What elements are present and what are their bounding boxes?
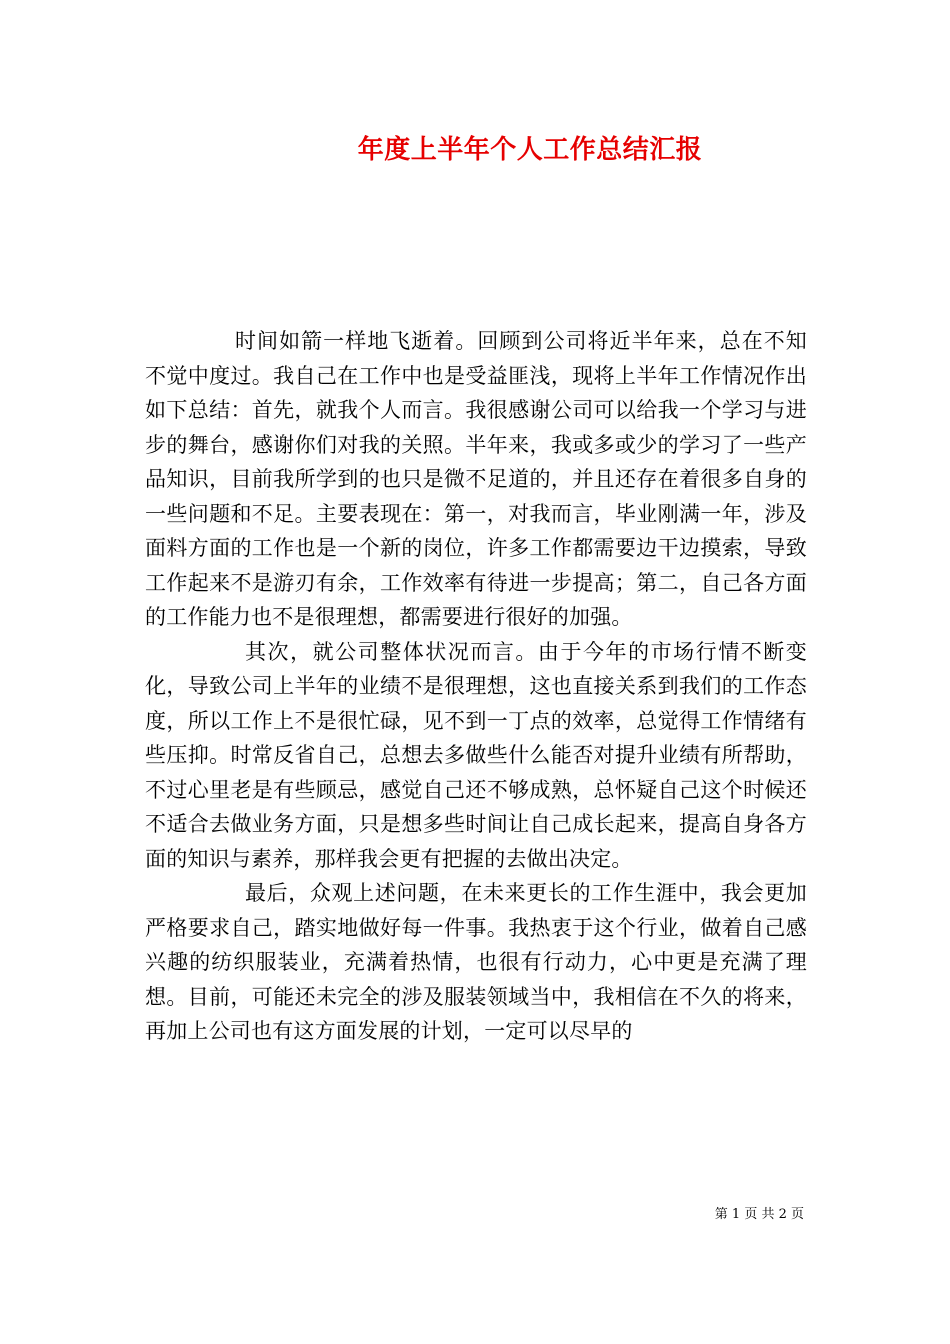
document-title: 年度上半年个人工作总结汇报 (357, 135, 703, 165)
paragraph-1: 时间如箭一样地飞逝着。回顾到公司将近半年来，总在不知不觉中度过。我自己在工作中也是受益匪浅，现将上半年工作情况作出如下总结：首先，就我个人而言。我很感谢公司可以给我一个学习与进步的舞台，感谢你们对我的关照。半年来，我或多或少的学习了一些产品知识，目前我所学到的也只是微不足道的，并且还存在着很多自身的一些问题和不足。主要表现在：第一，对我而言，毕业刚满一年，涉及面料方面的工作也是一个新的岗位，许多工作都需要边干边摸索，导致工作起来不是游刃有余，工作效率有待进一步提高；第二，自己各方面的工作能力也不是很理想，都需要进行很好的加强。 (145, 329, 807, 629)
page-number-footer: 第 1 页 共 2 页 (714, 1207, 804, 1222)
document-body (145, 324, 807, 1049)
paragraph-3: 最后，众观上述问题，在未来更长的工作生涯中，我会更加严格要求自己，踏实地做好每一件事。我热衷于这个行业，做着自己感兴趣的纺织服装业，充满着热情，也很有行动力，心中更是充满了理想。目前，可能还未完全的涉及服装领域当中，我相信在不久的将来，再加上公司也有这方面发展的计划，一定可以尽早的 (145, 881, 807, 1043)
paragraph-2: 其次，就公司整体状况而言。由于今年的市场行情不断变化，导致公司上半年的业绩不是很理想，这也直接关系到我们的工作态度，所以工作上不是很忙碌，见不到一丁点的效率，总觉得工作情绪有些压抑。时常反省自己，总想去多做些什么能否对提升业绩有所帮助，不过心里老是有些顾忌，感觉自己还不够成熟，总怀疑自己这个时候还不适合去做业务方面，只是想多些时间让自己成长起来，提高自身各方面的知识与素养，那样我会更有把握的去做出决定。 (145, 639, 807, 871)
